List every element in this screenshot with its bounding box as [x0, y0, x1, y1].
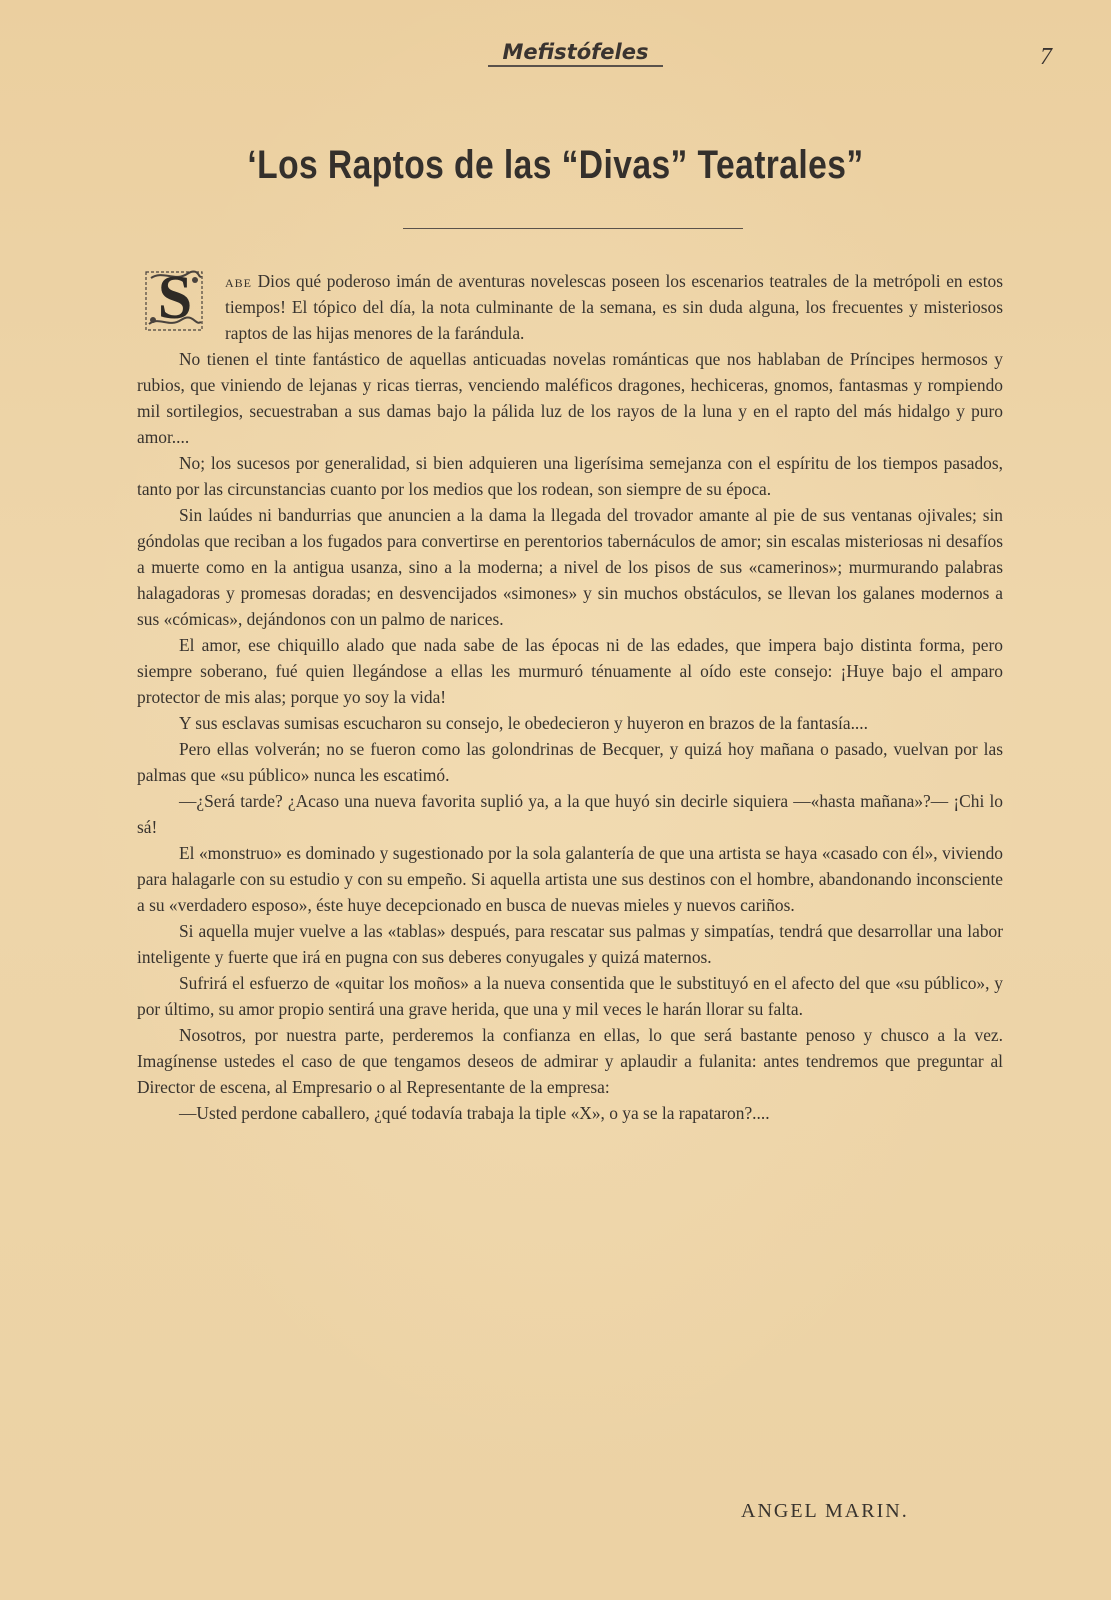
paragraph-2: No tienen el tinte fantástico de aquellas anticuadas novelas románticas que nos hablaban de Príncipes hermosos y rubios, que viniendo de lejanas y ricas tierras, venciendo maléficos dragones, hechiceras, gnomos, fantasmas y rompiendo mil sortilegios, secuestraban a sus damas bajo la pálida luz de los rayos de la luna y en el rapto del más hidalgo y puro amor.... — [137, 349, 1003, 447]
paragraph-11: Sufrirá el esfuerzo de «quitar los moños» a la nueva consentida que le substituyó en el afecto del que «su público», y por último, su amor propio sentirá una grave herida, que una y mil veces le harán llorar su falta. — [137, 973, 1003, 1019]
drop-cap — [145, 264, 209, 334]
paragraph-10: Si aquella mujer vuelve a las «tablas» después, para rescatar sus palmas y simpatías, tendrá que desarrollar una labor inteligente y fuerte que irá en pugna con sus deberes conyugales y quizá maternos. — [137, 921, 1003, 967]
paragraph-text: Dios qué poderoso imán de aventuras novelescas poseen los escenarios teatrales de la metrópoli en estos tiempos! El tópico del día, la nota culminante de la semana, es sin duda alguna, los frecuentes y misteriosos raptos de las hijas menores de la farándula. — [225, 271, 1003, 343]
paragraph-3: No; los sucesos por generalidad, si bien adquieren una ligerísima semejanza con el espíritu de los tiempos pasados, tanto por las circunstancias cuanto por los medios que los rodean, son siempre de su época. — [137, 453, 1003, 499]
paragraph-4: Sin laúdes ni bandurrias que anuncien a la dama la llegada del trovador amante al pie de sus ventanas ojivales; sin góndolas que reciban a los fugados para convertirse en perentorios tabernáculos de amor; sin escalas misteriosas ni desafíos a muerte como en la antigua usanza, sino a la moderna; a nivel de los pisos de sus «camerinos»; murmurando palabras halagadoras y promesas doradas; en desvencijados «simones» y sin muchos obstáculos, se llevan los galanes modernos a sus «cómicas», dejándonos con un palmo de narices. — [137, 505, 1003, 629]
author-signature: ANGEL MARIN. — [741, 1500, 909, 1522]
first-word-rest: abe — [225, 271, 252, 291]
paragraph-9: El «monstruo» es dominado y sugestionado por la sola galantería de que una artista se haya «casado con él», viviendo para halagarle con su estudio y con su empeño. Si aquella artista une sus destinos con el hombre, abandonando inconsciente a su «verdadero esposo», éste huye decepcionado en busca de nuevas mieles y nuevos cariños. — [137, 843, 1003, 915]
paragraph-8: —¿Será tarde? ¿Acaso una nueva favorita suplió ya, a la que huyó sin decirle siquiera —«hasta mañana»?— ¡Chi lo sá! — [137, 791, 1003, 837]
paragraph-6: Y sus esclavas sumisas escucharon su consejo, le obedecieron y huyeron en brazos de la fantasía.... — [179, 713, 868, 733]
article-body — [137, 264, 1003, 1126]
paragraph-1 — [137, 264, 1003, 346]
drop-cap-letter: S — [157, 264, 193, 332]
paragraph-7: Pero ellas volverán; no se fueron como las golondrinas de Becquer, y quizá hoy mañana o pasado, vuelvan por las palmas que «su público» nunca les escatimó. — [137, 739, 1003, 785]
article-title: ‘Los Raptos de las “Divas” Teatrales” — [247, 143, 864, 187]
page-number: 7 — [1040, 44, 1052, 70]
magazine-name: Mefistófeles — [488, 40, 663, 67]
title-divider — [403, 228, 743, 229]
paragraph-13: —Usted perdone caballero, ¿qué todavía trabaja la tiple «X», o ya se la rapataron?.... — [179, 1103, 770, 1123]
paragraph-12: Nosotros, por nuestra parte, perderemos la confianza en ellas, lo que será bastante penoso y chusco a la vez. Imagínense ustedes el caso de que tengamos deseos de admirar y aplaudir a fulanita: antes tendremos que preguntar al Director de escena, al Empresario o al Representante de la empresa: — [137, 1025, 1003, 1097]
paragraph-5: El amor, ese chiquillo alado que nada sabe de las épocas ni de las edades, que impera bajo distinta forma, pero siempre soberano, fué quien llegándose a ellas les murmuró ténuamente al oído este consejo: ¡Huye bajo el amparo protector de mis alas; porque yo soy la vida! — [137, 635, 1003, 707]
running-head — [0, 40, 1111, 80]
